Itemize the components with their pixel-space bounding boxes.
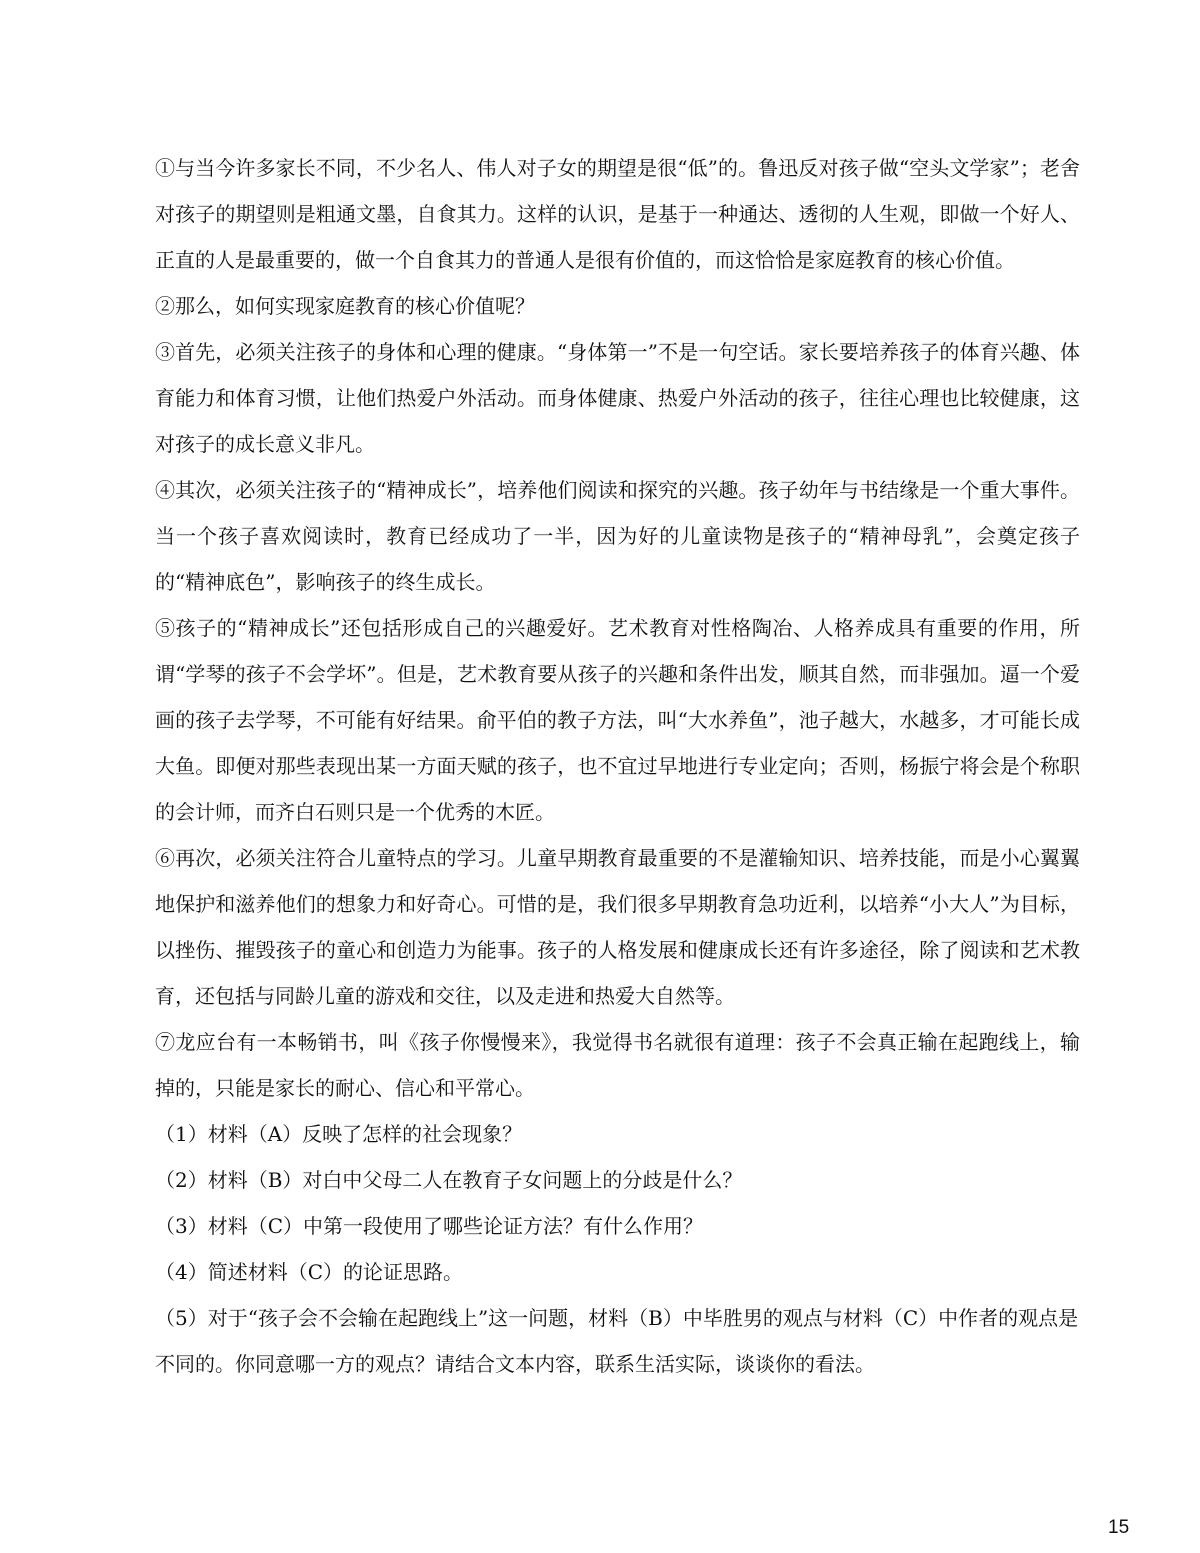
article-paragraph-6: ⑥再次，必须关注符合儿童特点的学习。儿童早期教育最重要的不是灌输知识、培养技能，而是小心翼翼地保护和滋养他们的想象力和好奇心。可惜的是，我们很多早期教育急功近利，以培养“小大人”为目标，以挫伤、摧毁孩子的童心和创造力为能事。孩子的人格发展和健康成长还有许多途径，除了阅读和艺术教育，还包括与同龄儿童的游戏和交往，以及走进和热爱大自然等。 [155, 846, 1080, 1008]
document-content [155, 145, 1080, 1387]
article-paragraph-5: ⑤孩子的“精神成长”还包括形成自己的兴趣爱好。艺术教育对性格陶冶、人格养成具有重要的作用，所谓“学琴的孩子不会学坏”。但是，艺术教育要从孩子的兴趣和条件出发，顺其自然，而非强加。逼一个爱画的孩子去学琴，不可能有好结果。俞平伯的教子方法，叫“大水养鱼”，池子越大，水越多，才可能长成大鱼。即便对那些表现出某一方面天赋的孩子，也不宜过早地进行专业定向；否则，杨振宁将会是个称职的会计师，而齐白石则只是一个优秀的木匠。 [155, 616, 1080, 824]
article-paragraph-2: ②那么，如何实现家庭教育的核心价值呢？ [155, 294, 535, 318]
question-4: （4）简述材料（C）的论证思路。 [155, 1260, 464, 1284]
article-paragraph-3: ③首先，必须关注孩子的身体和心理的健康。“身体第一”不是一句空话。家长要培养孩子的体育兴趣、体育能力和体育习惯，让他们热爱户外活动。而身体健康、热爱户外活动的孩子，往往心理也比较健康，这对孩子的成长意义非凡。 [155, 340, 1080, 456]
article-paragraph-1: ①与当今许多家长不同，不少名人、伟人对子女的期望是很“低”的。鲁迅反对孩子做“空头文学家”；老舍对孩子的期望则是粗通文墨，自食其力。这样的认识，是基于一种通达、透彻的人生观，即做一个好人、正直的人是最重要的，做一个自食其力的普通人是很有价值的，而这恰恰是家庭教育的核心价值。 [155, 156, 1080, 272]
article-paragraph-7: ⑦龙应台有一本畅销书，叫《孩子你慢慢来》，我觉得书名就很有道理：孩子不会真正输在起跑线上，输掉的，只能是家长的耐心、信心和平常心。 [155, 1030, 1080, 1100]
question-5: （5）对于“孩子会不会输在起跑线上”这一问题，材料（B）中毕胜男的观点与材料（C）中作者的观点是不同的。你同意哪一方的观点？请结合文本内容，联系生活实际，谈谈你的看法。 [155, 1306, 1079, 1376]
question-1: （1）材料（A）反映了怎样的社会现象？ [155, 1122, 523, 1146]
question-2: （2）材料（B）对白中父母二人在教育子女问题上的分歧是什么？ [155, 1168, 743, 1192]
question-3: （3）材料（C）中第一段使用了哪些论证方法？有什么作用？ [155, 1214, 704, 1238]
article-paragraph-4: ④其次，必须关注孩子的“精神成长”，培养他们阅读和探究的兴趣。孩子幼年与书结缘是一个重大事件。当一个孩子喜欢阅读时，教育已经成功了一半，因为好的儿童读物是孩子的“精神母乳”，会奠定孩子的“精神底色”，影响孩子的终生成长。 [155, 478, 1080, 594]
page-number: 15 [1108, 1517, 1130, 1538]
